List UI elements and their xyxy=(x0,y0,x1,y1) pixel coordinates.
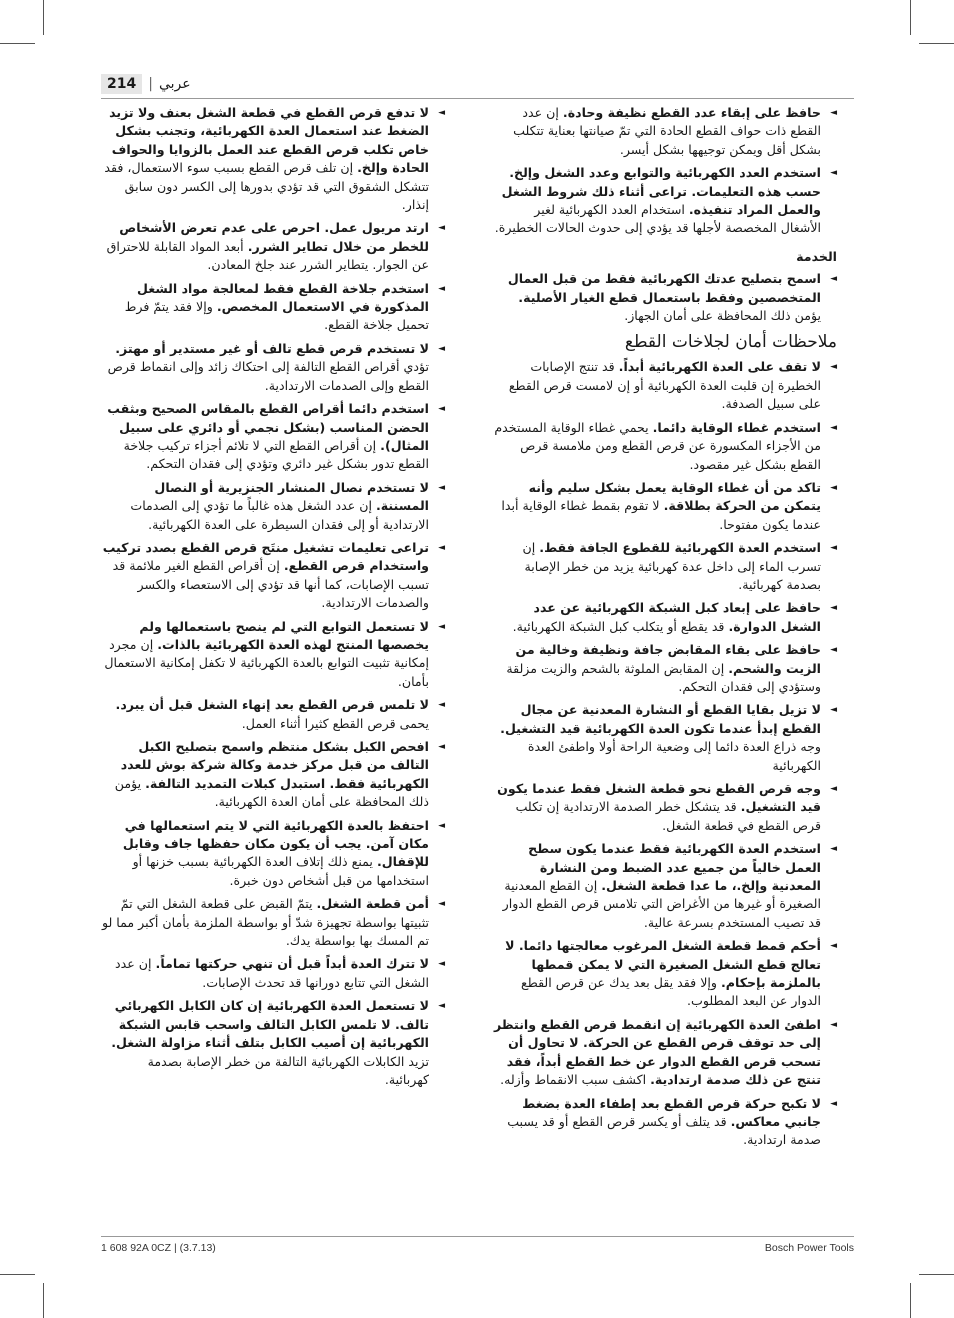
list-item xyxy=(100,219,445,274)
list-item xyxy=(100,280,445,335)
page-header xyxy=(101,72,854,99)
crop-mark xyxy=(910,0,911,35)
item-bold-text: أمن قطعة الشغل. xyxy=(316,896,429,912)
bullet-arrow-icon: ◄ xyxy=(438,283,445,294)
list-item xyxy=(100,104,445,214)
list-item xyxy=(492,1016,837,1090)
list-item xyxy=(492,780,837,835)
language-label: عربي xyxy=(158,76,191,92)
item-text: تؤدي أقراص القطع التالفة إلى احتكاك زائد وإلى انقماط قرص القطع وإلى الصدمات الارتدادية. xyxy=(107,359,429,393)
item-text: اكشف سبب الانقماط وأزله. xyxy=(500,1072,651,1088)
document-code: 1 608 92A 0CZ | (3.7.13) xyxy=(101,1242,216,1254)
list-item xyxy=(492,358,837,413)
list-item xyxy=(100,696,445,733)
item-text: إن عدد القطع ذات حواف القطع الحادة التي تمّ صيانتها بعناية تتكلب بشكل أقل ويمكن توجيهها بشكل أيسر. xyxy=(513,105,821,157)
left-column xyxy=(100,104,445,1094)
page-footer xyxy=(101,1236,854,1254)
page-number: 214 xyxy=(101,74,142,94)
bullet-arrow-icon: ◄ xyxy=(830,274,837,285)
bullet-arrow-icon: ◄ xyxy=(830,168,837,179)
list-item xyxy=(492,104,837,159)
crop-mark xyxy=(43,0,44,35)
list-item xyxy=(100,400,445,474)
bullet-arrow-icon: ◄ xyxy=(830,603,837,614)
list-item xyxy=(492,641,837,696)
service-heading: الخدمة xyxy=(796,248,837,264)
bullet-arrow-icon: ◄ xyxy=(438,820,445,831)
item-bold-text: استخدم العدة الكهربائية للقطوع الجافة فقط. xyxy=(539,540,821,556)
item-bold-text: وجه قرص القطع نحو قطعة الشغل فقط عندما يكون قيد التشغيل. xyxy=(497,781,821,815)
item-text: إن تسرب الماء إلى داخل عدة كهربائية يزيد من خطر الإصابة بصدمة كهربائية. xyxy=(522,540,821,592)
bullet-arrow-icon: ◄ xyxy=(830,705,837,716)
list-item xyxy=(100,340,445,395)
bullet-arrow-icon: ◄ xyxy=(438,899,445,910)
list-item xyxy=(100,738,445,812)
item-text: إن أقراص القطع الغير ملائمة قد تسبب الإصابات، كما أنها قد تؤدي إلى الاستعصاء والكسر والصدمات الارتدادية. xyxy=(112,558,429,611)
item-bold-text: احتفظ بالعدة الكهربائية التي لا يتم استعمالها في مكان آمن. يجب أن يكون مكان حفظها جاف وقابل للإقفال. xyxy=(122,817,429,870)
list-item xyxy=(492,539,837,594)
list-item xyxy=(492,701,837,775)
list-item xyxy=(100,817,445,891)
bullet-arrow-icon: ◄ xyxy=(438,404,445,415)
item-bold-text: استخدم جلاخة القطع فقط لمعالجة مواد الشغل المذكورة في الاستعمال المخصص. xyxy=(137,280,429,315)
item-bold-text: لا تكبح حركة قرص القطع بعد إطفاء العدة بضغط جانبي معاكس. xyxy=(522,1095,821,1129)
item-bold-text: لا تستعمل التوابع التي لم ينصح باستعمالها ولم يخصصها المنتج لهذه العدة الكهربائية بالذات. xyxy=(139,618,429,652)
item-text: يؤمن ذلك المحافظة على أمان الجهاز. xyxy=(624,308,821,324)
item-bold-text: لا تدفع قرص القطع في قطعة الشغل بعنف ولا تزيد الضغط عند استعمال العدة الكهربائية، وتجنب بشكل خاص تكلب قرص القطع عند العمل بالزوايا والحواف الحادة وإلخ. xyxy=(109,105,429,176)
item-text: وإلا فقد يتمّ فرط تحميل جلاخة القطع. xyxy=(124,299,429,333)
item-bold-text: لا تستخدم قرص قطع تالف أو غير مستدير أو مهتز. xyxy=(115,340,429,356)
item-bold-text: استخدم دائما أقراص القطع بالمقاس الصحيح وبثقب الحضن المناسب (بشكل نجمي أو دائري على سبيل المثال). xyxy=(107,401,429,453)
item-text: يتمّ القبض على قطعة الشغل التي تمّ تثبيتها بواسطة تجهيزة شدّ أو بواسطة الملزمة بأمان أكبر مما لو تم المسك بها بواسطة يدك. xyxy=(101,896,429,949)
item-text: يمنع ذلك إتلاف العدة الكهربائية بسبب خزنها أو استخدامها من قبل أشخاص دون خبرة. xyxy=(132,854,429,888)
item-text: إن المقابض الملوثة بالشحم والزيت مزلقة وستؤدي إلى فقدان التحكم. xyxy=(506,660,821,694)
bullet-arrow-icon: ◄ xyxy=(830,108,837,118)
item-bold-text: اسمح بتصليح عدتك الكهربائية فقط من قبل العمال المتخصصين وفقط باستعمال قطع الغيار الأصلية. xyxy=(507,271,821,305)
safety-items-list xyxy=(492,358,837,1149)
item-bold-text: تاكد من أن غطاء الوقاية يعمل بشكل سليم وأنه يتمكن من الحركة بطلاقة. xyxy=(528,479,821,514)
list-item xyxy=(100,997,445,1089)
list-item xyxy=(100,895,445,950)
item-text: استخدام العدد الكهربائية لغير الأشغال المخصصة لأجلها قد يؤدي إلى حدوث الحالات الخطيرة. xyxy=(494,202,821,236)
item-bold-text: لا تقف على العدة الكهربائية أبداً. xyxy=(618,359,821,375)
bullet-arrow-icon: ◄ xyxy=(438,700,445,711)
item-bold-text: حافظ على بقاء المقابض جافة ونظيفة وخالية من الزيت والشحم. xyxy=(515,642,821,676)
list-item xyxy=(492,419,837,474)
bullet-arrow-icon: ◄ xyxy=(830,784,837,794)
bullet-arrow-icon: ◄ xyxy=(438,343,445,354)
item-text: قد يقطع أو يتكلب كبل الشبكة الكهربائية. xyxy=(512,618,729,634)
bullet-arrow-icon: ◄ xyxy=(830,543,837,554)
list-item xyxy=(492,164,837,238)
bullet-arrow-icon: ◄ xyxy=(830,362,837,373)
bullet-arrow-icon: ◄ xyxy=(438,1001,445,1012)
bullet-arrow-icon: ◄ xyxy=(438,542,445,553)
item-text: إن تلف قرص القطع بسبب سوء الاستعمال، فقد تتشكل الشقوق التي قد تؤدي بدورها إلى الكسر دون سابق إنذار. xyxy=(104,160,429,213)
crop-mark xyxy=(43,1283,44,1318)
bullet-arrow-icon: ◄ xyxy=(438,108,445,118)
bullet-arrow-icon: ◄ xyxy=(438,959,445,970)
item-text: يحمي غطاء الوقاية المستخدم من الأجزاء المكسورة عن قرص القطع ومن ملامسة قرص القطع بشكل غير مقصود. xyxy=(494,419,821,472)
item-text: إن أقراص القطع التي لا تلائم أجزاء تركيب جلاخة القطع تدور بشكل غير دائري وتؤدي إلى فقدان التحكم. xyxy=(123,437,429,472)
safety-items-list-continued xyxy=(100,104,445,1089)
right-column xyxy=(492,104,837,1155)
bullet-arrow-icon: ◄ xyxy=(830,844,837,855)
list-item xyxy=(100,618,445,692)
list-item xyxy=(492,1095,837,1150)
item-bold-text: اطفئ العدة الكهربائية إن انقمط قرص القطع وانتظر إلى حد توقف قرص القطع عن الحركة. لا تحاول أن تسحب قرص القطع الدوار عن خط القطع أبداً، فقد تنتج عن ذلك صدمة ارتدادية. xyxy=(493,1016,821,1088)
item-bold-text: أحكم قمط قطعة الشغل المرغوب معالجتها دائما. لا تعالج قطع الشغل الصغيرة التي لا يمكن قمطها بالملزمة بإحكام. xyxy=(505,938,821,991)
item-bold-text: افحص الكبل بشكل منتظم واسمح بتصليح الكبل التالف من قبل مركز خدمة وكالة شركة بوش للعدد الكهربائية فقط. استبدل كبلات التمديد التالفة. xyxy=(120,739,429,791)
item-text: إن عدد الشغل التي تتابع دورانها قد تحدث الإصابات. xyxy=(115,956,429,990)
list-item xyxy=(492,270,837,325)
crop-mark xyxy=(0,1274,35,1275)
item-text: إن عدد الشغل هذه غالباً ما تؤدي إلى الصدمات الارتدادية أو إلى فقدان السيطرة على العدة الكهربائية. xyxy=(130,498,429,532)
bullet-arrow-icon: ◄ xyxy=(830,422,837,433)
crop-mark xyxy=(919,43,954,44)
list-item xyxy=(100,955,445,992)
bullet-arrow-icon: ◄ xyxy=(438,742,445,752)
item-bold-text: استخدم العدد الكهربائية والتوابع وعدد الشغل وإلخ. حسب هذه التعليمات. تراعى أثناء ذلك شروط الشغل والعمل المراد تنفيذه. xyxy=(501,165,821,218)
bullet-arrow-icon: ◄ xyxy=(830,1019,837,1030)
bullet-arrow-icon: ◄ xyxy=(438,621,445,632)
section-title: ملاحظات أمان لجلاخات القطع xyxy=(624,332,837,353)
item-text: وإلا فقد يقل بعد يدك عن قرص القطع الدوار عن البعد المطلوب. xyxy=(521,975,821,1009)
item-text: إن القطع المعدنية الصغيرة أو غيرها من الأغراض التي تلامس قرص القطع الدوار قد تصيب المستخدم بسرعة عالية. xyxy=(502,878,821,930)
bullet-arrow-icon: ◄ xyxy=(830,482,837,493)
service-items xyxy=(492,270,837,325)
item-text: يحمى قرص القطع كثيرا أثناء العمل. xyxy=(241,715,429,731)
list-item xyxy=(100,479,445,534)
list-item xyxy=(492,840,837,932)
item-bold-text: لا تزيل بقايا القطع أو النشارة المعدنية عن مجال القطع إبدأ عندما تكون العدة الكهربائية قيد التشغيل. xyxy=(500,702,821,736)
item-bold-text: لا تستخدم نصال المنشار الجنزيرية أو النصال المسننة. xyxy=(154,479,429,514)
crop-mark xyxy=(919,1274,954,1275)
item-text: قد يتشكل خطر الصدمة الارتدادية إن تكلب قرص القطع في قطعة الشغل. xyxy=(515,799,821,833)
item-text: أبعد المواد القابلة للاحتراق عن الجوار. يتطاير الشرر عند جلخ المعادن. xyxy=(106,238,429,273)
item-bold-text: حافظ على إبقاء عدد القطع نظيفة وحادة. xyxy=(562,105,821,120)
item-bold-text: استخدم غطاء الوقاية دائما. xyxy=(652,419,821,435)
item-text: لا تقوم بقمط غطاء الوقاية أبدا عندما يكون مفتوحا. xyxy=(501,498,821,532)
item-text: إن مجرد إمكانية تثبيت التوابع بالعدة الكهربائية لا تكفل إمكانية الاستعمال بأمان. xyxy=(104,636,429,689)
bullet-arrow-icon: ◄ xyxy=(830,941,837,952)
item-bold-text: لا تلمس قرص القطع بعد إنهاء الشغل قبل أن يبرد. xyxy=(115,697,429,713)
crop-mark xyxy=(0,43,35,44)
list-item xyxy=(100,539,445,613)
item-text: قد يتلف أو يكسر قرص القطع أو قد يسبب صدمة ارتدادية. xyxy=(507,1113,821,1148)
right-column-intro-items xyxy=(492,104,837,238)
list-item xyxy=(492,479,837,534)
item-text: وجه ذراع العدة دائما إلى وضعية الراحة أولا واطفئ العدة الكهربائية xyxy=(527,739,821,773)
list-item xyxy=(492,937,837,1011)
page-number-box xyxy=(101,72,191,96)
item-bold-text: استخدم العدة الكهربائية فقط عندما يكون سطح العمل خالياً من جميع عدد الضبط ومن النشارة المعدنية وإلخ.، ما عدا قطعة الشغل. xyxy=(528,841,821,894)
item-bold-text: تراعى تعليمات تشغيل منتَج قرص القطع بصدد تركيب واستخدام قرص القطع. xyxy=(102,539,429,574)
bullet-arrow-icon: ◄ xyxy=(438,482,445,493)
header-separator: | xyxy=(148,76,153,92)
brand-footer: Bosch Power Tools xyxy=(764,1242,854,1254)
item-bold-text: ارتد مريول عمل. احرص على عدم تعرض الأشخاص للخطر من خلال تطاير الشرر. xyxy=(119,220,429,254)
item-bold-text: لا تترك العدة أبداً قبل أن تنهي حركتها تماماً. xyxy=(155,956,429,972)
list-item xyxy=(492,599,837,636)
item-text: قد تنتج الإصابات الخطيرة إن قلبت العدة الكهربائية أو إن لامست قرص القطع على سبيل الصدفة. xyxy=(508,359,821,412)
item-bold-text: لا تستعمل العدة الكهربائية إن كان الكابل الكهربائي تالف. لا تلمس الكابل التالف واسحب قابس الشبكة الكهربائية إن أصيب الكابل بتلف أثناء مزاولة الشغل. xyxy=(111,998,429,1051)
item-bold-text: حافظ على إبعاد كبل الشبكة الكهربائية عن عدد الشغل الدوارة. xyxy=(533,600,821,634)
bullet-arrow-icon: ◄ xyxy=(830,1098,837,1109)
crop-mark xyxy=(910,1283,911,1318)
bullet-arrow-icon: ◄ xyxy=(438,223,445,234)
item-text: تزيد الكابلات الكهربائية التالفة من خطر الإصابة بصدمة كهربائية. xyxy=(147,1053,429,1087)
item-text: يؤمن ذلك المحافظة على أمان العدة الكهربائية. xyxy=(114,775,429,810)
bullet-arrow-icon: ◄ xyxy=(830,645,837,656)
